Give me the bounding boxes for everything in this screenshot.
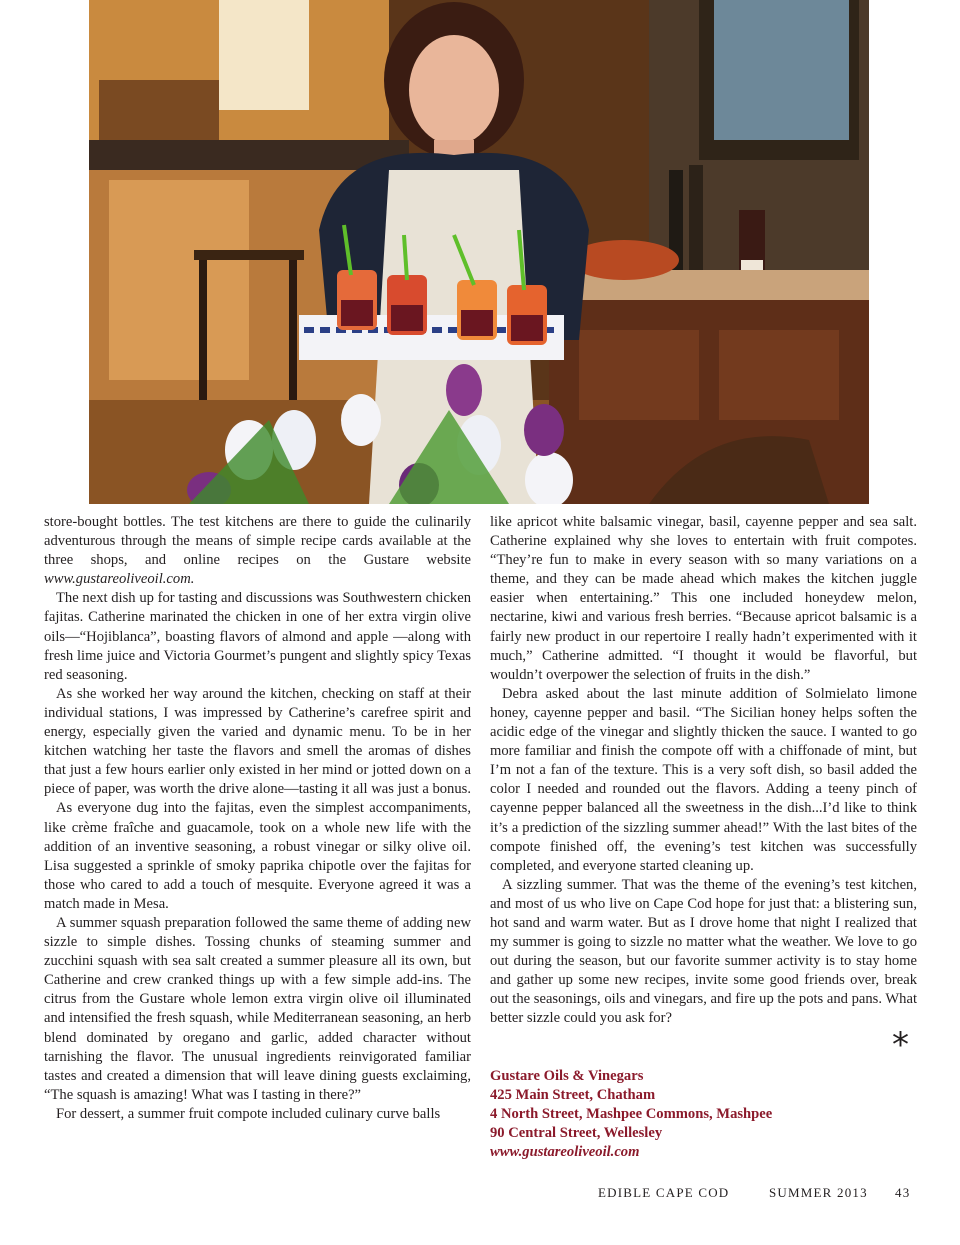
publication-name: EDIBLE CAPE COD	[598, 1185, 730, 1200]
photo-illustration	[89, 0, 869, 504]
paragraph: A sizzling summer. That was the theme of the evening’s test kitchen, and most of us who live on Cape Cod hope for just that: a blistering sun, hot sand and warm water. But as I drove home that night I realized that my summer is going to sizzle no matter what the weather. We love to go out during the season, but our favorite summer activity is to stay home and gather up some new recipes, invite some good friends over, break out the seasonings, oils and vinegars, and fire up the pots and pans. What better sizzle could you ask for?	[490, 876, 917, 1027]
paragraph: As she worked her way around the kitchen, checking on staff at their individual stations, I was impressed by Catherine’s carefree spirit and energy, especially given the varied and dynamic menu. To be in her kitchen watching her taste the flavors and smell the aromas of dishes that just a few hours earlier only existed in her mind or jotted down on a piece of paper, was worth the drive alone—tasting it all was just a bonus.	[44, 685, 471, 798]
article-photo	[89, 0, 869, 504]
end-of-article-asterisk-icon: *	[892, 1025, 909, 1065]
store-name: Gustare Oils & Vinegars	[490, 1068, 644, 1084]
website-link[interactable]: www.gustareoliveoil.com.	[44, 571, 195, 588]
store-contact-block	[490, 1067, 772, 1162]
store-address: 4 North Street, Mashpee Commons, Mashpee	[490, 1106, 773, 1123]
store-address: 425 Main Street, Chatham	[490, 1087, 656, 1104]
paragraph: Debra asked about the last minute addition of Solmielato limone honey, cayenne pepper and basil. “The Sicilian honey helps soften the acidic edge of the vinegar and slightly thicken the sauce. I wanted to go more familiar and finish the compote off with a chiffonade of mint, but I’m not a fan of the texture. This is a very soft dish, so basil added the color I needed and rounded out the flavors. Adding a teeny pinch of cayenne pepper balanced all the sweetness in the dish...I’d like to think it’s a prediction of the sizzling summer ahead!” With the last bites of the compote finished off, the evening’s test kitchen was successfully completed, and everyone started cleaning up.	[490, 685, 917, 874]
store-website-link[interactable]: www.gustareoliveoil.com	[490, 1144, 640, 1161]
paragraph: A summer squash preparation followed the same theme of adding new sizzle to simple dishes. Tossing chunks of steaming summer and zucchini squash with sea salt created a summer pleasure all its own, but Catherine and crew cranked things up with a few simple add-ins. The citrus from the Gustare whole lemon extra virgin olive oil illuminated and intensified the fresh squash, while Mediterranean seasoning, an herb blend dominated by oregano and garlic, added character without tarnishing the flavor. The unusual ingredients reinvigorated familiar tastes and created a dimension that will leave dining guests exclaiming, “The squash is amazing! What was I tasting in there?”	[44, 914, 471, 1103]
paragraph: As everyone dug into the fajitas, even the simplest accompaniments, like crème fraîche and guacamole, took on a whole new life with the addition of an inventive seasoning, a robust vinegar or silky olive oil. Lisa suggested a sprinkle of smoky paprika chipotle over the fajitas for those who cared to add a touch of mesquite. Everyone agreed it was a match made in Mesa.	[44, 800, 471, 912]
paragraph: like apricot white balsamic vinegar, basil, cayenne pepper and sea salt. Catherine explained why she loves to entertain with fruit compotes. “They’re fun to make in every season with so many variations on a theme, and they can be made ahead which makes the kitchen juggle easier when entertaining.” This one included honeydew melon, nectarine, kiwi and various fresh berries. “Because apricot balsamic is a fairly new product in our repertoire I really hadn’t experimented with it much,” Catherine admitted. “I thought it would be flavorful, but wouldn’t overpower the selection of fruits in the dish.”	[490, 514, 917, 683]
paragraph-text: store-bought bottles. The test kitchens are there to guide the culinarily adventurous through the means of simple recipe cards available at the three shops, and online recipes on the Gustare website	[44, 514, 471, 569]
article-column-right	[490, 513, 917, 1029]
paragraph	[44, 513, 471, 589]
store-address: 90 Central Street, Wellesley	[490, 1125, 663, 1142]
issue-label: SUMMER 2013	[769, 1185, 868, 1200]
paragraph: For dessert, a summer fruit compote included culinary curve balls	[56, 1105, 441, 1122]
article-column-left	[44, 513, 471, 1124]
page-footer	[598, 1185, 918, 1201]
page-number: 43	[895, 1185, 911, 1200]
paragraph: The next dish up for tasting and discussions was Southwestern chicken fajitas. Catherine marinated the chicken in one of her extra virgin olive oils—“Hojiblanca”, boasting flavors of almond and apple —along with fresh lime juice and Victoria Gourmet’s pungent and slightly spicy Texas red seasoning.	[44, 590, 471, 683]
